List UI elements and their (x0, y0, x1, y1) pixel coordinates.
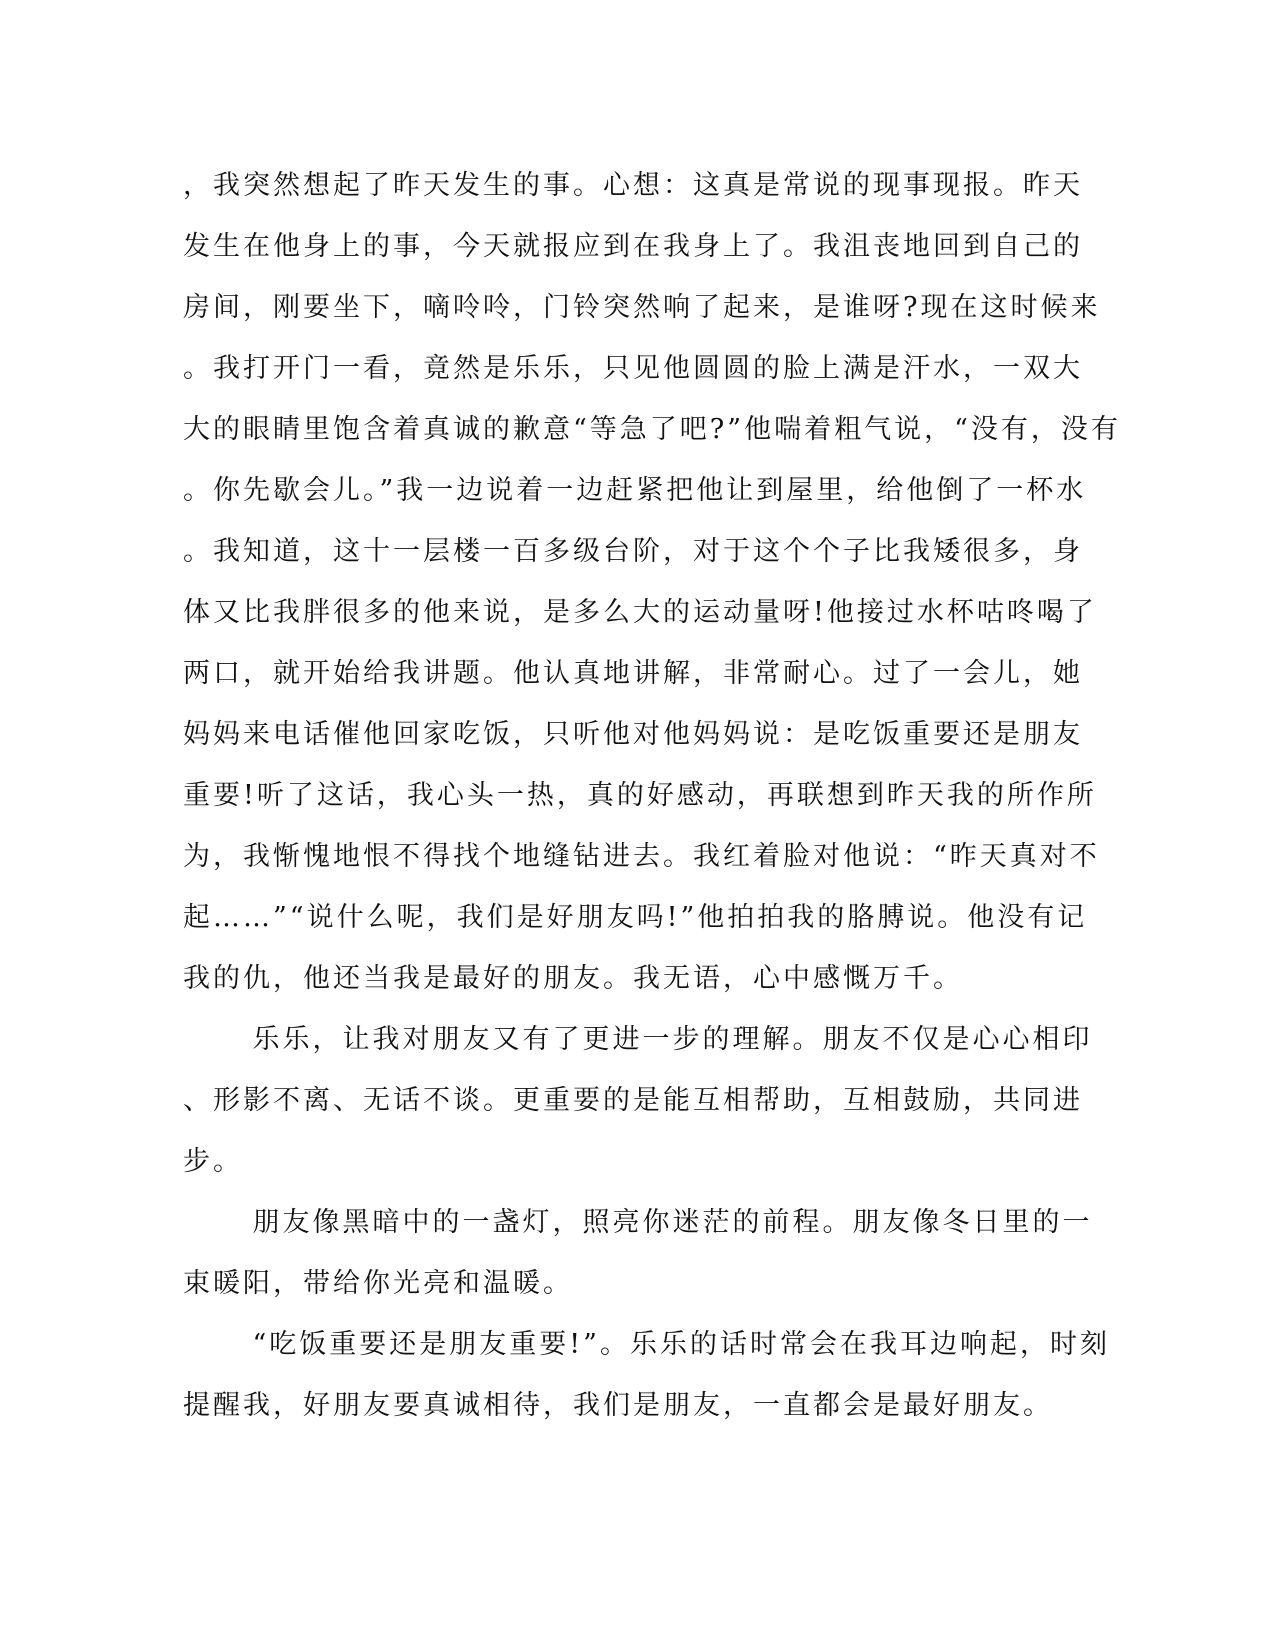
text-line-5: 大的眼睛里饱含着真诚的歉意“等急了吧?”他喘着粗气说，“没有，没有 (183, 414, 1121, 445)
text-line-4: 。我打开门一看，竟然是乐乐，只见他圆圆的脸上满是汗水，一双大 (183, 353, 1083, 384)
text-line-17: 步。 (183, 1146, 243, 1177)
text-line-11: 重要!听了这话，我心头一热，真的好感动，再联想到昨天我的所作所 (183, 780, 1097, 811)
text-line-13: 起……”“说什么呢，我们是好朋友吗!”他拍拍我的胳膊说。他没有记 (183, 902, 1088, 933)
text-line-7: 。我知道，这十一层楼一百多级台阶，对于这个个子比我矮很多，身 (183, 536, 1083, 567)
text-line-16: 、形影不离、无话不谈。更重要的是能互相帮助，互相鼓励，共同进 (183, 1085, 1083, 1116)
text-line-14: 我的仇，他还当我是最好的朋友。我无语，心中感慨万千。 (183, 963, 963, 994)
text-line-15: 乐乐，让我对朋友又有了更进一步的理解。朋友不仅是心心相印 (183, 1024, 1093, 1055)
text-line-20: “吃饭重要还是朋友重要!”。乐乐的话时常会在我耳边响起，时刻 (183, 1329, 1110, 1360)
text-line-1: ，我突然想起了昨天发生的事。心想：这真是常说的现事现报。昨天 (183, 170, 1083, 201)
text-line-12: 为，我惭愧地恨不得找个地缝钻进去。我红着脸对他说：“昨天真对不 (183, 841, 1100, 872)
text-line-19: 束暖阳，带给你光亮和温暖。 (183, 1268, 573, 1299)
text-line-6: 。你先歇会儿。”我一边说着一边赶紧把他让到屋里，给他倒了一杯水 (183, 475, 1087, 506)
text-line-9: 两口，就开始给我讲题。他认真地讲解，非常耐心。过了一会儿，她 (183, 658, 1083, 689)
text-line-3: 房间，刚要坐下，嘀呤呤，门铃突然响了起来，是谁呀?现在这时候来 (183, 292, 1101, 323)
text-line-18: 朋友像黑暗中的一盏灯，照亮你迷茫的前程。朋友像冬日里的一 (183, 1207, 1093, 1238)
body-text (183, 166, 1121, 1447)
text-line-8: 体又比我胖很多的他来说，是多么大的运动量呀!他接过水杯咕咚喝了 (183, 597, 1097, 628)
text-line-10: 妈妈来电话催他回家吃饭，只听他对他妈妈说：是吃饭重要还是朋友 (183, 719, 1083, 750)
text-line-21: 提醒我，好朋友要真诚相待，我们是朋友，一直都会是最好朋友。 (183, 1390, 1053, 1421)
text-line-2: 发生在他身上的事，今天就报应到在我身上了。我沮丧地回到自己的 (183, 231, 1083, 262)
